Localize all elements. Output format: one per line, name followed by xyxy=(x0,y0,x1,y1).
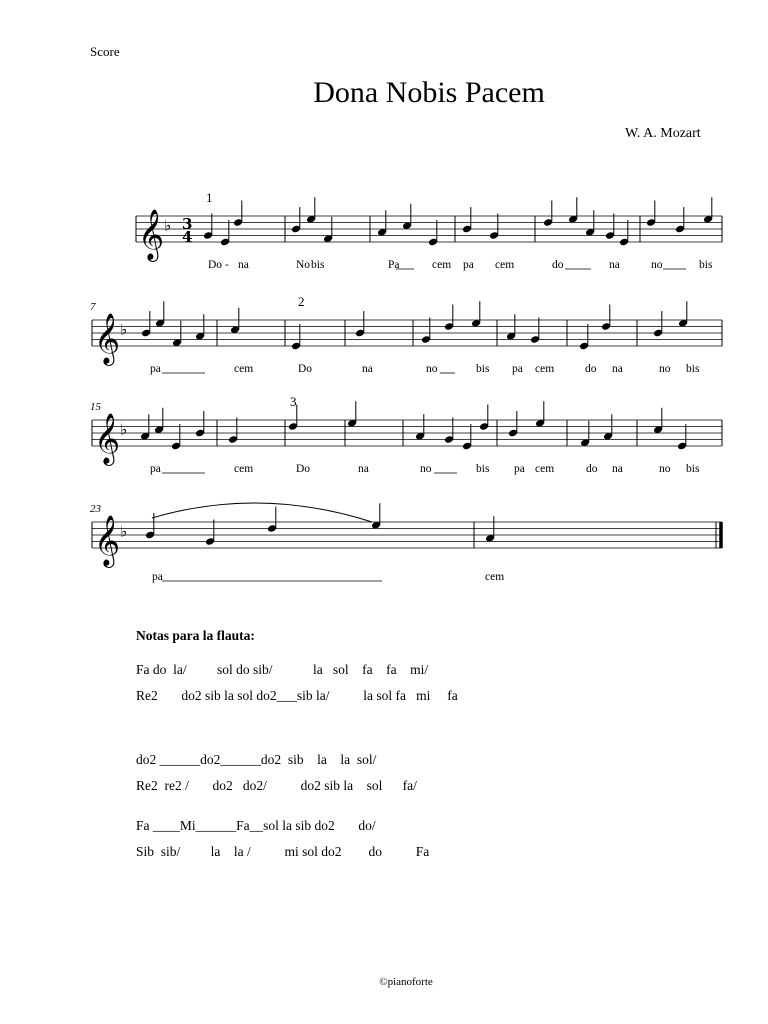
treble-clef-icon: 𝄞 xyxy=(94,515,121,566)
copyright-notice: ©pianoforte xyxy=(379,976,433,988)
flute-notes-line: Re2 re2 / do2 do2/ do2 sib la sol fa/ xyxy=(136,778,417,793)
lyric-syllable: - xyxy=(225,259,229,271)
measure-number: 23 xyxy=(90,503,101,515)
flute-notes-line: Fa do la/ sol do sib/ la sol fa fa mi/ xyxy=(136,662,429,677)
slur xyxy=(152,503,372,522)
lyric-syllable: no xyxy=(420,463,432,475)
rehearsal-number: 2 xyxy=(298,294,305,309)
measure-number: 7 xyxy=(90,301,96,313)
lyric-syllable: cem xyxy=(234,363,254,375)
lyric-syllable: no xyxy=(659,363,671,375)
flat-key-signature-icon: ♭ xyxy=(120,522,128,541)
lyric-syllable: pa xyxy=(150,463,161,475)
lyric-syllable: bis xyxy=(311,259,325,271)
lyric-syllable: no xyxy=(651,259,663,271)
lyric-syllable: do xyxy=(585,363,597,375)
flat-key-signature-icon: ♭ xyxy=(164,216,172,235)
lyric-syllable: pa xyxy=(514,463,525,475)
lyric-syllable: Do xyxy=(296,463,311,475)
flute-notes-section xyxy=(136,628,458,870)
lyric-syllable: bis xyxy=(686,463,700,475)
flute-notes-heading: Notas para la flauta: xyxy=(136,628,255,643)
flute-notes-line: Sib sib/ la la / mi sol do2 do Fa xyxy=(136,844,430,859)
treble-clef-icon: 𝄞 xyxy=(94,413,121,464)
lyric-syllable: bis xyxy=(476,463,490,475)
lyric-syllable: na xyxy=(612,363,623,375)
rehearsal-number: 1 xyxy=(206,190,213,205)
lyric-syllable: na xyxy=(238,259,249,271)
flat-key-signature-icon: ♭ xyxy=(120,420,128,439)
flat-key-signature-icon: ♭ xyxy=(120,320,128,339)
lyric-syllable: bis xyxy=(686,363,700,375)
lyric-syllable: bis xyxy=(476,363,490,375)
time-signature-top: 3 xyxy=(182,215,193,233)
lyric-syllable: cem xyxy=(535,463,555,475)
lyric-syllable: Do xyxy=(208,259,223,271)
rehearsal-number: 3 xyxy=(290,394,297,409)
flute-notes-line: do2 ______do2______do2 sib la la sol/ xyxy=(136,752,377,767)
treble-clef-icon: 𝄞 xyxy=(94,313,121,364)
lyric-syllable: no xyxy=(426,363,438,375)
lyric-syllable: pa xyxy=(512,363,523,375)
lyric-syllable: cem xyxy=(495,259,515,271)
lyric-syllable: bis xyxy=(699,259,713,271)
composer-name: W. A. Mozart xyxy=(625,126,701,141)
lyric-syllable: cem xyxy=(432,259,452,271)
flute-notes-line: Fa ____Mi______Fa__sol la sib do2 do/ xyxy=(136,818,376,833)
lyric-syllable: na xyxy=(358,463,369,475)
lyric-syllable: cem xyxy=(535,363,555,375)
page-title: Dona Nobis Pacem xyxy=(313,76,545,109)
lyric-syllable: cem xyxy=(485,571,505,583)
time-signature-bottom: 4 xyxy=(182,228,193,246)
lyric-syllable: pa xyxy=(152,571,163,583)
score-label: Score xyxy=(90,44,120,59)
lyric-syllable: na xyxy=(362,363,373,375)
lyric-syllable: pa xyxy=(463,259,474,271)
lyric-syllable: do xyxy=(552,259,564,271)
lyric-syllable: pa xyxy=(150,363,161,375)
flute-notes-line: Re2 do2 sib la sol do2___sib la/ la sol fa mi fa xyxy=(136,688,458,703)
lyric-syllable: no xyxy=(659,463,671,475)
lyric-syllable: No xyxy=(296,259,311,271)
lyric-syllable: do xyxy=(586,463,598,475)
lyric-syllable: Pa xyxy=(388,259,400,271)
lyric-syllable: Do xyxy=(298,363,313,375)
measure-number: 15 xyxy=(90,401,101,413)
lyric-syllable: na xyxy=(612,463,623,475)
lyric-syllable: cem xyxy=(234,463,254,475)
treble-clef-icon: 𝄞 xyxy=(138,209,165,260)
lyric-syllable: na xyxy=(609,259,620,271)
